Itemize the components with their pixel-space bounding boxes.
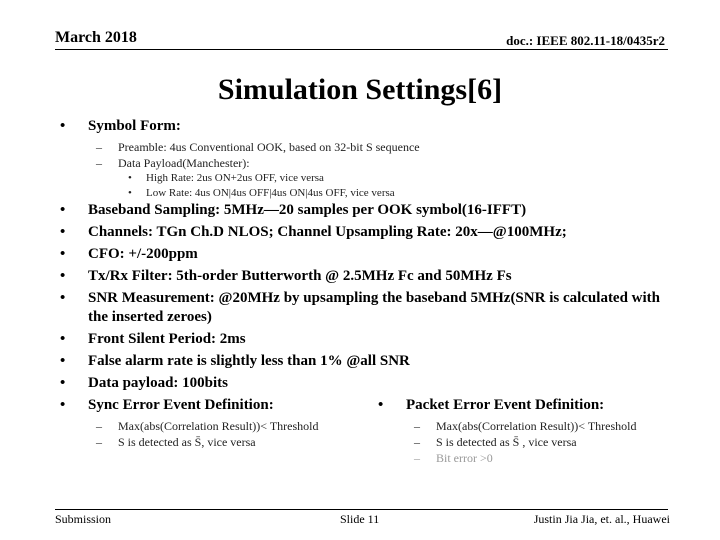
sub-sub-bullet-item-text: Low Rate: 4us ON|4us OFF|4us ON|4us OFF, vice versa: [146, 187, 395, 199]
bullet-item-text: Tx/Rx Filter: 5th-order Butterworth @ 2.5MHz Fc and 50MHz Fs: [88, 268, 512, 284]
bullet-item: [60, 117, 670, 136]
bullet-icon: •: [60, 375, 66, 391]
packet-error-item-text: S is detected as S̄ , vice versa: [436, 435, 577, 449]
bullet-icon: •: [60, 353, 66, 369]
bullet-icon: •: [60, 202, 66, 218]
bullet-icon: •: [60, 290, 66, 306]
sub-bullet-item: [60, 139, 670, 155]
bullet-icon: •: [128, 187, 132, 199]
footer-rule: [55, 509, 668, 510]
header-doc-id: doc.: IEEE 802.11-18/0435r2: [506, 33, 665, 48]
bullet-item: [60, 289, 670, 327]
sync-error-item: [60, 418, 360, 434]
bullet-item-text: Front Silent Period: 2ms: [88, 331, 246, 347]
definition-columns: [60, 396, 670, 476]
dash-icon: –: [414, 451, 420, 465]
header-rule: [55, 49, 668, 50]
bullet-item: [60, 201, 670, 220]
footer-authors: Justin Jia Jia, et. al., Huawei: [533, 512, 670, 526]
bullet-item-text: Symbol Form:: [88, 118, 181, 134]
dash-icon: –: [96, 419, 102, 433]
bullet-item: [60, 374, 670, 393]
slide-content: [60, 117, 670, 476]
bullet-item: [60, 352, 670, 371]
packet-error-column: [378, 396, 678, 466]
dash-icon: –: [414, 435, 420, 449]
bullet-item-text: Data payload: 100bits: [88, 375, 229, 391]
sync-error-item-text: Max(abs(Correlation Result))< Threshold: [118, 419, 319, 433]
sub-sub-bullet-item-text: High Rate: 2us ON+2us OFF, vice versa: [146, 172, 324, 184]
sub-bullet-item: [60, 155, 670, 171]
sync-error-column: [60, 396, 360, 450]
bullet-item: [60, 223, 670, 242]
bullet-icon: •: [128, 172, 132, 184]
sub-bullet-item-text: Preamble: 4us Conventional OOK, based on 32-bit S sequence: [118, 140, 420, 154]
dash-icon: –: [96, 435, 102, 449]
sync-error-item: [60, 434, 360, 450]
dash-icon: –: [96, 140, 102, 154]
packet-error-items: [378, 418, 678, 466]
bullet-item-text: False alarm rate is slightly less than 1% @all SNR: [88, 353, 410, 369]
bullet-item-text: Baseband Sampling: 5MHz—20 samples per OOK symbol(16-IFFT): [88, 202, 527, 218]
footer-submission: Submission: [55, 512, 112, 526]
packet-error-item: [378, 434, 678, 450]
bullet-item: [60, 267, 670, 286]
packet-error-item-text: Max(abs(Correlation Result))< Threshold: [436, 419, 637, 433]
bullet-icon: •: [60, 224, 66, 240]
packet-error-item-text: Bit error >0: [436, 451, 493, 465]
footer-slide-number: Slide 11: [340, 512, 380, 526]
bullet-list: [60, 117, 670, 393]
bullet-icon: •: [60, 331, 66, 347]
bullet-icon: •: [60, 397, 66, 413]
packet-error-heading: [378, 396, 678, 415]
sub-bullet-item-text: Data Payload(Manchester):: [118, 156, 250, 170]
header-date: March 2018: [55, 29, 137, 46]
sync-error-item-text: S is detected as S̄, vice versa: [118, 435, 256, 449]
sync-error-heading: [60, 396, 360, 415]
dash-icon: –: [96, 156, 102, 170]
bullet-icon: •: [60, 118, 66, 134]
sync-error-items: [60, 418, 360, 450]
packet-error-item: [378, 418, 678, 434]
bullet-icon: •: [60, 268, 66, 284]
bullet-icon: •: [378, 397, 384, 413]
bullet-item: [60, 330, 670, 349]
packet-error-heading-text: Packet Error Event Definition:: [406, 397, 605, 413]
sync-error-heading-text: Sync Error Event Definition:: [88, 397, 274, 413]
dash-icon: –: [414, 419, 420, 433]
sub-sub-bullet-item: [60, 171, 670, 186]
bullet-item-text: SNR Measurement: @20MHz by upsampling the baseband 5MHz(SNR is calculated with the inserted zeroes): [88, 290, 661, 325]
bullet-item: [60, 245, 670, 264]
bullet-item-text: CFO: +/-200ppm: [88, 246, 198, 262]
sub-sub-bullet-item: [60, 186, 670, 201]
packet-error-item: [378, 450, 678, 466]
slide-title: Simulation Settings[6]: [217, 73, 503, 106]
bullet-item-text: Channels: TGn Ch.D NLOS; Channel Upsampling Rate: 20x—@100MHz;: [88, 224, 567, 240]
bullet-icon: •: [60, 246, 66, 262]
